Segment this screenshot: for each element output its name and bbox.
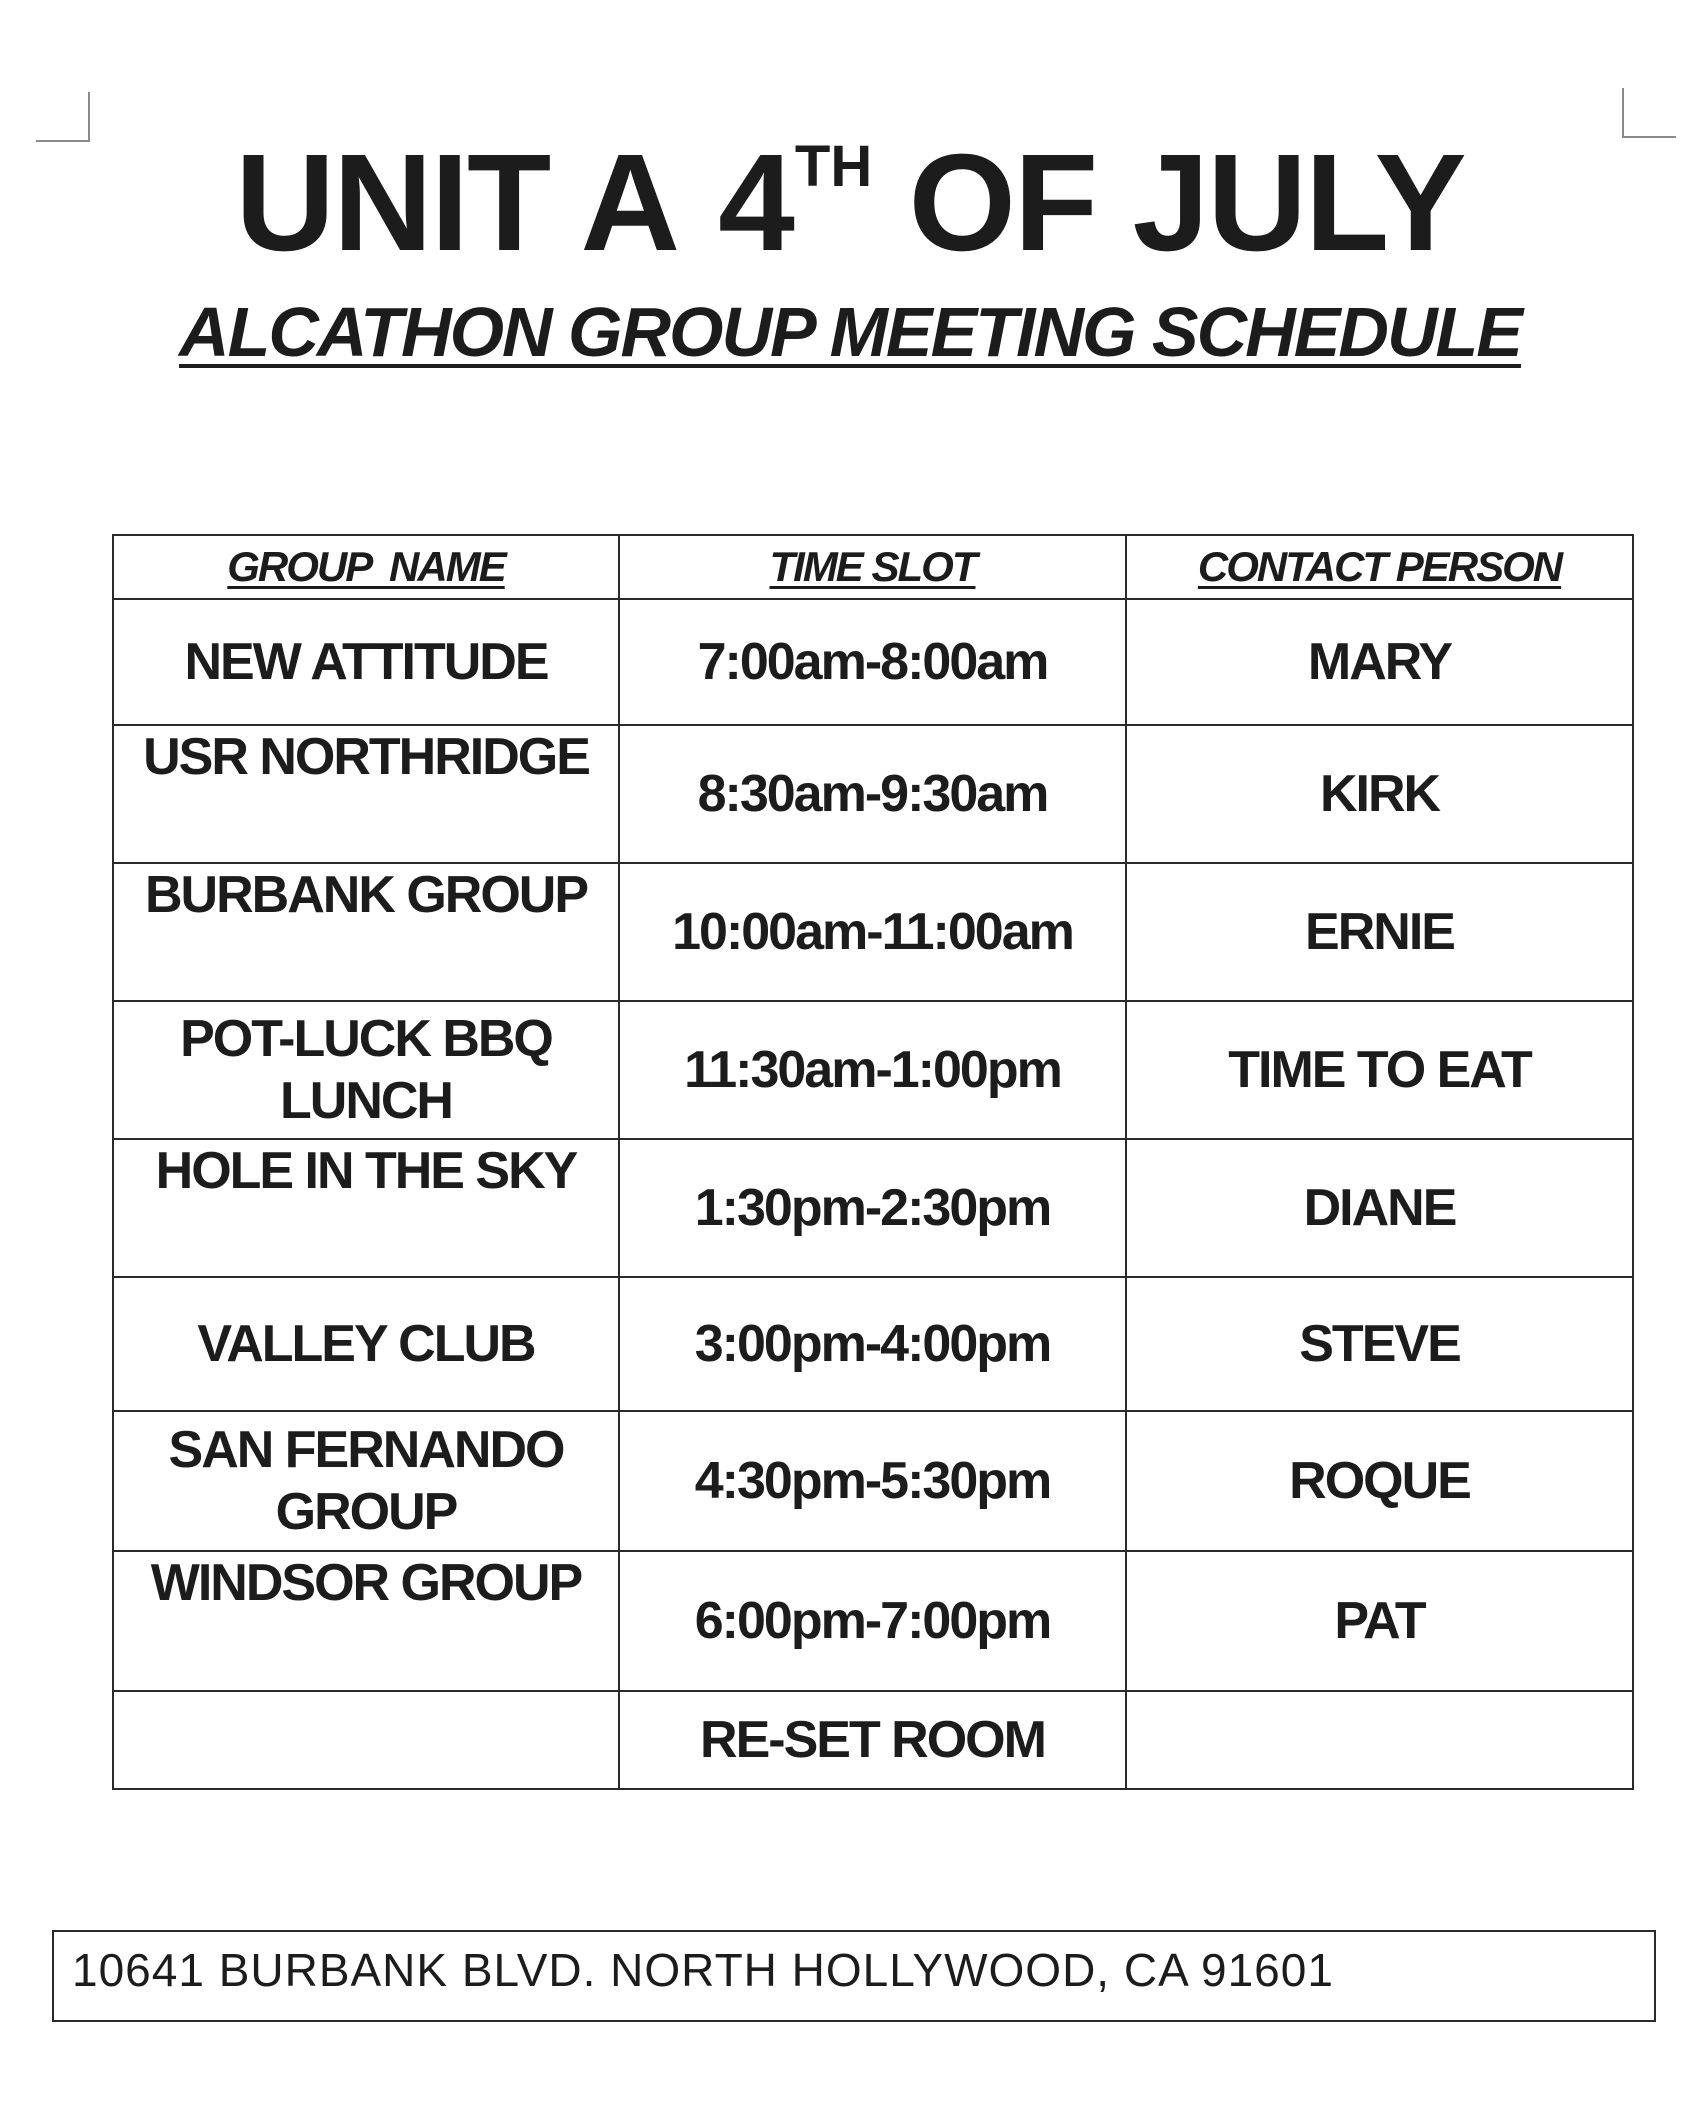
time-slot-cell: 3:00pm-4:00pm: [619, 1277, 1126, 1411]
table-row: [113, 1551, 1633, 1691]
table-row: [113, 1277, 1633, 1411]
time-slot-cell: RE-SET ROOM: [619, 1691, 1126, 1789]
contact-person-cell: PAT: [1126, 1551, 1633, 1691]
group-name-cell: BURBANK GROUP: [113, 863, 619, 1001]
contact-person-cell: ROQUE: [1126, 1411, 1633, 1551]
table-row: [113, 1001, 1633, 1139]
time-slot-cell: 7:00am-8:00am: [619, 599, 1126, 725]
contact-person-cell: STEVE: [1126, 1277, 1633, 1411]
time-slot-cell: 11:30am-1:00pm: [619, 1001, 1126, 1139]
group-name-cell: [113, 1691, 619, 1789]
address-box: [52, 1930, 1656, 2022]
contact-person-cell: KIRK: [1126, 725, 1633, 863]
title-suffix: OF JULY: [908, 126, 1465, 280]
group-name-cell: SAN FERNANDO GROUP: [113, 1411, 619, 1551]
group-name-cell: POT-LUCK BBQ LUNCH: [113, 1001, 619, 1139]
group-name-cell: VALLEY CLUB: [113, 1277, 619, 1411]
schedule-table: [112, 534, 1634, 1790]
table-row: [113, 1691, 1633, 1789]
title-superscript: TH: [794, 134, 873, 199]
address-text: 10641 BURBANK BLVD. NORTH HOLLYWOOD, CA 91601: [72, 1944, 1334, 1996]
title-prefix: UNIT A: [235, 126, 679, 280]
contact-person-cell: ERNIE: [1126, 863, 1633, 1001]
time-slot-cell: 1:30pm-2:30pm: [619, 1139, 1126, 1277]
table-row: [113, 725, 1633, 863]
contact-person-cell: DIANE: [1126, 1139, 1633, 1277]
page-subtitle: ALCATHON GROUP MEETING SCHEDULE: [179, 293, 1521, 371]
contact-person-cell: MARY: [1126, 599, 1633, 725]
contact-person-cell: TIME TO EAT: [1126, 1001, 1633, 1139]
group-name-cell: HOLE IN THE SKY: [113, 1139, 619, 1277]
table-row: [113, 863, 1633, 1001]
group-name-cell: NEW ATTITUDE: [113, 599, 619, 725]
header-contact-person: CONTACT PERSON: [1126, 535, 1633, 599]
table-row: [113, 1139, 1633, 1277]
time-slot-cell: 10:00am-11:00am: [619, 863, 1126, 1001]
page-title: [0, 128, 1700, 306]
table-header-row: [113, 535, 1633, 599]
time-slot-cell: 6:00pm-7:00pm: [619, 1551, 1126, 1691]
table-row: [113, 599, 1633, 725]
group-name-cell: WINDSOR GROUP: [113, 1551, 619, 1691]
group-name-cell: USR NORTHRIDGE: [113, 725, 619, 863]
table-row: [113, 1411, 1633, 1551]
header-time-slot: TIME SLOT: [619, 535, 1126, 599]
contact-person-cell: [1126, 1691, 1633, 1789]
header-group-name: GROUP NAME: [113, 535, 619, 599]
title-number: 4: [718, 126, 793, 280]
time-slot-cell: 8:30am-9:30am: [619, 725, 1126, 863]
time-slot-cell: 4:30pm-5:30pm: [619, 1411, 1126, 1551]
